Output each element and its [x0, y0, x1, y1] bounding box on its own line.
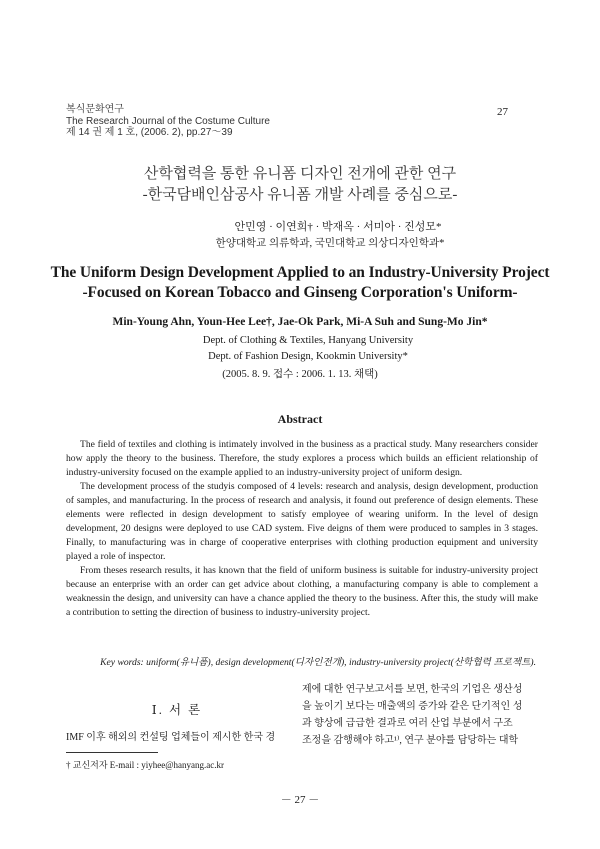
page-number-top: 27	[497, 106, 508, 118]
authors-ko: 안민영 · 이연희† · 박재옥 · 서미아 · 진성모*	[234, 221, 442, 233]
footnote-divider	[66, 752, 158, 753]
title-ko-line2: -한국담배인삼공사 유니폼 개발 사례를 중심으로-	[142, 187, 458, 203]
intro-text-left: IMF 이후 해외의 컨설팅 업체들이 제시한 한국 경	[66, 732, 276, 743]
journal-header	[66, 104, 270, 139]
abstract-paragraph: The development process of the studyis composed of 4 levels: research and analysis, design development, production of samples, and manufacturing. In the process of research and analysis, it found out preference of design elements. These elements were reflected in design development to satisfy employee of wearing uniform. In the level of design development, 20 designs were deployed to use CAD system. Five deigns of them were produced to samples in 3 stages. Finally, to manufacturing was in charge of cooperative enterprises with clothing production equipment and university played a role of inspector.	[66, 481, 538, 562]
intro-line: 조정을 감행해야 하고¹⁾, 연구 분야를 담당하는 대학	[302, 735, 519, 746]
intro-line: 을 높이기 보다는 매출액의 증가와 같은 단기적인 성	[302, 701, 523, 712]
intro-line: 제에 대한 연구보고서를 보면, 한국의 기업은 생산성	[302, 684, 523, 695]
intro-text-right	[302, 681, 538, 749]
title-en-line1: The Uniform Design Development Applied to an Industry-University Project	[50, 264, 550, 281]
affiliation-ko: 한양대학교 의류학과, 국민대학교 의상디자인학과*	[215, 238, 445, 249]
title-ko-line1: 산학협력을 통한 유니폼 디자인 전개에 관한 연구	[143, 166, 457, 182]
intro-line: 과 향상에 급급한 결과로 여러 산업 부분에서 구조	[302, 718, 513, 729]
journal-name-ko: 복식문화연구	[66, 104, 124, 115]
title-en-line2: -Focused on Korean Tobacco and Ginseng Corporation's Uniform-	[82, 284, 518, 301]
submission-dates: (2005. 8. 9. 접수 : 2006. 1. 13. 채택)	[222, 369, 378, 380]
section-heading-intro: Ⅰ. 서 론	[151, 703, 203, 717]
abstract-heading: Abstract	[277, 412, 323, 426]
footnote: † 교신저자 E-mail : yiyhee@hanyang.ac.kr	[66, 760, 225, 770]
authors-en: Min-Young Ahn, Youn-Hee Lee†, Jae-Ok Park, Mi-A Suh and Sung-Mo Jin*	[112, 316, 488, 328]
affiliation-en-2: Dept. of Fashion Design, Kookmin University*	[208, 351, 408, 362]
abstract-body	[66, 438, 538, 620]
abstract-paragraph: From theses research results, it has known that the field of uniform business is suitable for industry-university project because an enterprise with an order can get advice about clothing, a manufacturing company is able to complement a weaknessin the design, and university can have a chance applied the theory to the business. After this, the study will make a contribution to setting the direction of business to industry-university project.	[66, 565, 538, 618]
page-number-bottom: － 27 －	[280, 794, 320, 806]
keywords: Key words: uniform(유니폼), design development(디자인전개), industry-university project(산학협력 프로젝트).	[100, 657, 536, 668]
abstract-paragraph: The field of textiles and clothing is intimately involved in the business as a practical study. Many researchers consider how apply the theory to the business. Therefore, the study explores a process which builds an efficient relationship of industry-university focused on the example applied to an industry-university project of uniform design.	[66, 439, 538, 478]
volume-info: 제 14 권 제 1 호, (2006. 2), pp.27～39	[66, 127, 233, 138]
affiliation-en-1: Dept. of Clothing & Textiles, Hanyang University	[202, 335, 414, 346]
journal-name-en: The Research Journal of the Costume Culture	[66, 115, 270, 127]
